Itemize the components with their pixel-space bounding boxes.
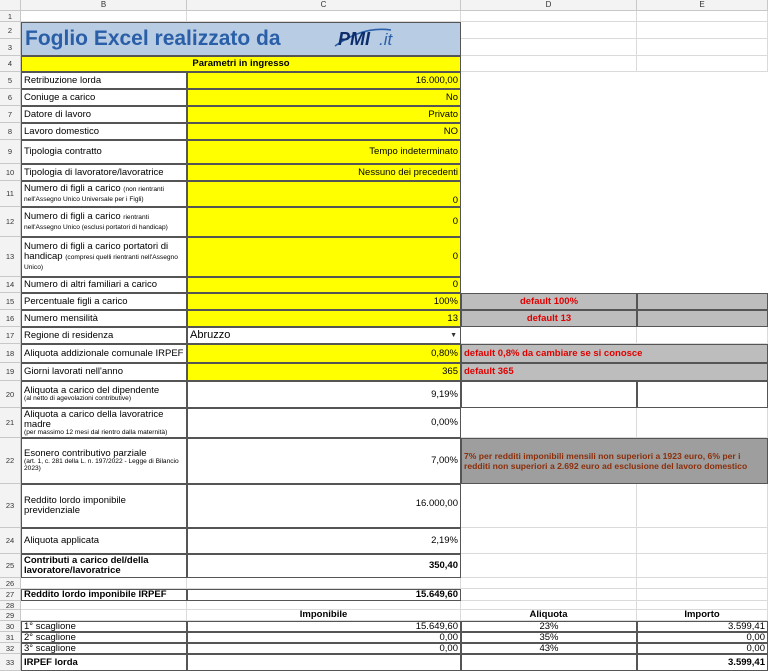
- figli-label[interactable]: [21, 181, 187, 207]
- empty-cell[interactable]: [461, 528, 637, 554]
- row-header-27[interactable]: 27: [0, 589, 21, 601]
- empty-cell[interactable]: [461, 589, 637, 601]
- contributi-value[interactable]: 350,40: [187, 554, 461, 578]
- empty-cell[interactable]: [637, 39, 768, 56]
- scaglione-aliquota[interactable]: 43%: [461, 643, 637, 654]
- page-title: Foglio Excel realizzato da: [25, 26, 281, 50]
- empty-cell[interactable]: [461, 22, 637, 39]
- row-header-31[interactable]: 31: [0, 632, 21, 643]
- empty-cell[interactable]: [637, 408, 768, 438]
- empty-cell[interactable]: [461, 654, 637, 671]
- esonero-note: (art. 1, c. 281 della L. n. 197/2022 - Legge di Bilancio 2023): [24, 458, 179, 472]
- empty-cell[interactable]: [637, 554, 768, 578]
- row-header-15[interactable]: 15: [0, 293, 21, 310]
- scaglione-imponibile[interactable]: 0,00: [187, 632, 461, 643]
- irpef-lorda-label[interactable]: IRPEF lorda: [21, 654, 187, 671]
- input-label[interactable]: Retribuzione lorda: [21, 72, 187, 89]
- mensilita-note[interactable]: default 13: [461, 310, 637, 327]
- empty-cell[interactable]: [461, 11, 637, 22]
- figli-value[interactable]: 0: [187, 207, 461, 237]
- esonero-main: Esonero contributivo parziale: [24, 448, 147, 460]
- row-header-25[interactable]: 25: [0, 554, 21, 578]
- empty-cell[interactable]: [637, 381, 768, 408]
- empty-cell[interactable]: [637, 578, 768, 589]
- empty-cell[interactable]: [187, 578, 461, 589]
- scaglione-aliquota[interactable]: 35%: [461, 632, 637, 643]
- aliquota-appl-label[interactable]: Aliquota applicata: [21, 528, 187, 554]
- empty-cell[interactable]: [637, 327, 768, 344]
- scaglione-imponibile[interactable]: 15.649,60: [187, 621, 461, 632]
- giorni-label[interactable]: Giorni lavorati nell'anno: [21, 363, 187, 381]
- empty-cell[interactable]: [21, 610, 187, 621]
- row-header-9[interactable]: 9: [0, 140, 21, 164]
- irpef-lorda-value[interactable]: 3.599,41: [637, 654, 768, 671]
- column-header-d[interactable]: D: [461, 0, 637, 11]
- column-header-c[interactable]: C: [187, 0, 461, 11]
- percentuale-note[interactable]: default 100%: [461, 293, 637, 310]
- row-header-29[interactable]: 29: [0, 610, 21, 621]
- empty-cell[interactable]: [187, 601, 461, 610]
- row-header-21[interactable]: 21: [0, 408, 21, 438]
- scaglione-label[interactable]: 3° scaglione: [21, 643, 187, 654]
- input-label[interactable]: Lavoro domestico: [21, 123, 187, 140]
- logo-text-suffix: .it: [379, 30, 393, 49]
- logo-text-main: PMI: [338, 29, 371, 49]
- regione-label[interactable]: Regione di residenza: [21, 327, 187, 344]
- scaglione-importo[interactable]: 0,00: [637, 643, 768, 654]
- aliquota-dip-value[interactable]: 9,19%: [187, 381, 461, 408]
- row-header-1[interactable]: 1: [0, 11, 21, 22]
- row-header-32[interactable]: 32: [0, 643, 21, 654]
- row-header-22[interactable]: 22: [0, 438, 21, 484]
- importo-header[interactable]: Importo: [637, 610, 768, 621]
- corner-header[interactable]: [0, 0, 21, 11]
- input-label[interactable]: Tipologia contratto: [21, 140, 187, 164]
- figli-label[interactable]: [21, 237, 187, 277]
- aliquota-madre-label[interactable]: [21, 408, 187, 438]
- input-value[interactable]: NO: [187, 123, 461, 140]
- empty-cell[interactable]: [461, 601, 637, 610]
- chevron-down-icon[interactable]: ▼: [450, 331, 457, 339]
- empty-cell[interactable]: [461, 39, 637, 56]
- column-header-e[interactable]: E: [637, 0, 768, 11]
- figli-label-note: rientranti nell'Assegno Unico (esclusi portatori di handicap): [24, 214, 168, 231]
- row-header-3[interactable]: 3: [0, 39, 21, 56]
- aliquota-dip-label[interactable]: [21, 381, 187, 408]
- aliquota-madre-value[interactable]: 0,00%: [187, 408, 461, 438]
- figli-value[interactable]: 0: [187, 181, 461, 207]
- aliquota-madre-note: (per massimo 12 mesi dal rientro dalla maternità): [24, 428, 168, 436]
- input-value[interactable]: Tempo indeterminato: [187, 140, 461, 164]
- empty-cell[interactable]: [461, 327, 637, 344]
- input-value[interactable]: Privato: [187, 106, 461, 123]
- esonero-note-box[interactable]: 7% per redditi imponibili mensili non superiori a 1923 euro, 6% per i redditi non superiori a 2.692 euro ad esclusione del lavoro domestico: [461, 438, 768, 484]
- row-header-10[interactable]: 10: [0, 164, 21, 181]
- figli-value[interactable]: 0: [187, 237, 461, 277]
- row-header-24[interactable]: 24: [0, 528, 21, 554]
- row-header-33[interactable]: 33: [0, 654, 21, 671]
- row-header-14[interactable]: 14: [0, 277, 21, 293]
- reddito-irpef-value[interactable]: 15.649,60: [187, 589, 461, 601]
- scaglione-label[interactable]: 2° scaglione: [21, 632, 187, 643]
- empty-cell[interactable]: [187, 654, 461, 671]
- row-header-8[interactable]: 8: [0, 123, 21, 140]
- input-label[interactable]: Datore di lavoro: [21, 106, 187, 123]
- empty-cell[interactable]: [187, 11, 461, 22]
- empty-cell[interactable]: [637, 293, 768, 310]
- scaglione-aliquota[interactable]: 23%: [461, 621, 637, 632]
- figli-label[interactable]: Numero di altri familiari a carico: [21, 277, 187, 293]
- imponibile-header[interactable]: Imponibile: [187, 610, 461, 621]
- empty-cell[interactable]: [637, 484, 768, 528]
- mensilita-label[interactable]: Numero mensilità: [21, 310, 187, 327]
- empty-cell[interactable]: [637, 589, 768, 601]
- column-header-b[interactable]: B: [21, 0, 187, 11]
- addizionale-value[interactable]: 0,80%: [187, 344, 461, 363]
- regione-value: Abruzzo: [190, 328, 231, 341]
- aliquota-dip-note: (al netto di agevolazioni contributive): [24, 395, 132, 403]
- empty-cell[interactable]: [637, 601, 768, 610]
- row-header-19[interactable]: 19: [0, 363, 21, 381]
- row-header-30[interactable]: 30: [0, 621, 21, 632]
- empty-cell[interactable]: [637, 310, 768, 327]
- contributi-label[interactable]: Contributi a carico del/della lavoratore/lavoratrice: [21, 554, 187, 578]
- row-header-18[interactable]: 18: [0, 344, 21, 363]
- empty-cell[interactable]: [637, 528, 768, 554]
- parametri-header[interactable]: Parametri in ingresso: [21, 56, 461, 72]
- figli-label-note: (non rientranti nell'Assegno Unico Universale per i Figli): [24, 186, 164, 203]
- scaglione-importo[interactable]: 3.599,41: [637, 621, 768, 632]
- figli-label-main: Numero di figli a carico: [24, 211, 121, 223]
- empty-cell[interactable]: [461, 56, 637, 72]
- aliquota-madre-main: Aliquota a carico della lavoratrice madre: [24, 408, 164, 430]
- reddito-irpef-label[interactable]: Reddito lordo imponibile IRPEF: [21, 589, 187, 601]
- empty-cell[interactable]: [637, 11, 768, 22]
- esonero-value[interactable]: 7,00%: [187, 438, 461, 484]
- scaglione-importo[interactable]: 0,00: [637, 632, 768, 643]
- scaglione-label[interactable]: 1° scaglione: [21, 621, 187, 632]
- row-header-23[interactable]: 23: [0, 484, 21, 528]
- input-label[interactable]: Tipologia di lavoratore/lavoratrice: [21, 164, 187, 181]
- percentuale-label[interactable]: Percentuale figli a carico: [21, 293, 187, 310]
- row-header-6[interactable]: 6: [0, 89, 21, 106]
- percentuale-value[interactable]: 100%: [187, 293, 461, 310]
- figli-label-main: Numero di figli a carico: [24, 183, 121, 195]
- pmi-logo: [333, 24, 407, 50]
- reddito-prev-label[interactable]: Reddito lordo imponibile previdenziale: [21, 484, 187, 528]
- empty-cell[interactable]: [637, 56, 768, 72]
- row-header-12[interactable]: 12: [0, 207, 21, 237]
- input-value[interactable]: No: [187, 89, 461, 106]
- row-header-4[interactable]: 4: [0, 56, 21, 72]
- addizionale-note[interactable]: default 0,8% da cambiare se si conosce: [461, 344, 768, 363]
- empty-cell[interactable]: [461, 381, 637, 408]
- empty-cell[interactable]: [21, 601, 187, 610]
- row-header-26[interactable]: 26: [0, 578, 21, 589]
- giorni-value[interactable]: 365: [187, 363, 461, 381]
- row-header-7[interactable]: 7: [0, 106, 21, 123]
- empty-cell[interactable]: [21, 11, 187, 22]
- empty-cell[interactable]: [461, 408, 637, 438]
- empty-cell[interactable]: [21, 578, 187, 589]
- row-header-2[interactable]: 2: [0, 22, 21, 39]
- esonero-label[interactable]: [21, 438, 187, 484]
- figli-label[interactable]: [21, 207, 187, 237]
- aliquota-header[interactable]: Aliquota: [461, 610, 637, 621]
- row-header-20[interactable]: 20: [0, 381, 21, 408]
- empty-cell[interactable]: [637, 22, 768, 39]
- reddito-prev-value[interactable]: 16.000,00: [187, 484, 461, 528]
- empty-cell[interactable]: [461, 554, 637, 578]
- empty-cell[interactable]: [461, 578, 637, 589]
- regione-dropdown[interactable]: [187, 327, 461, 344]
- row-header-11[interactable]: 11: [0, 181, 21, 207]
- row-header-5[interactable]: 5: [0, 72, 21, 89]
- figli-label-note: (compresi quelli rientranti nell'Assegno Unico): [24, 254, 178, 271]
- figli-value[interactable]: 0: [187, 277, 461, 293]
- figli-label-main: Numero di figli a carico portatori di handicap: [24, 241, 169, 263]
- mensilita-value[interactable]: 13: [187, 310, 461, 327]
- empty-cell[interactable]: [461, 484, 637, 528]
- row-header-13[interactable]: 13: [0, 237, 21, 277]
- row-header-16[interactable]: 16: [0, 310, 21, 327]
- giorni-note[interactable]: default 365: [461, 363, 768, 381]
- input-label[interactable]: Coniuge a carico: [21, 89, 187, 106]
- input-value[interactable]: Nessuno dei precedenti: [187, 164, 461, 181]
- aliquota-appl-value[interactable]: 2,19%: [187, 528, 461, 554]
- addizionale-label[interactable]: Aliquota addizionale comunale IRPEF: [21, 344, 187, 363]
- aliquota-dip-main: Aliquota a carico del dipendente: [24, 385, 160, 397]
- row-header-28[interactable]: 28: [0, 601, 21, 610]
- row-header-17[interactable]: 17: [0, 327, 21, 344]
- scaglione-imponibile[interactable]: 0,00: [187, 643, 461, 654]
- input-value[interactable]: 16.000,00: [187, 72, 461, 89]
